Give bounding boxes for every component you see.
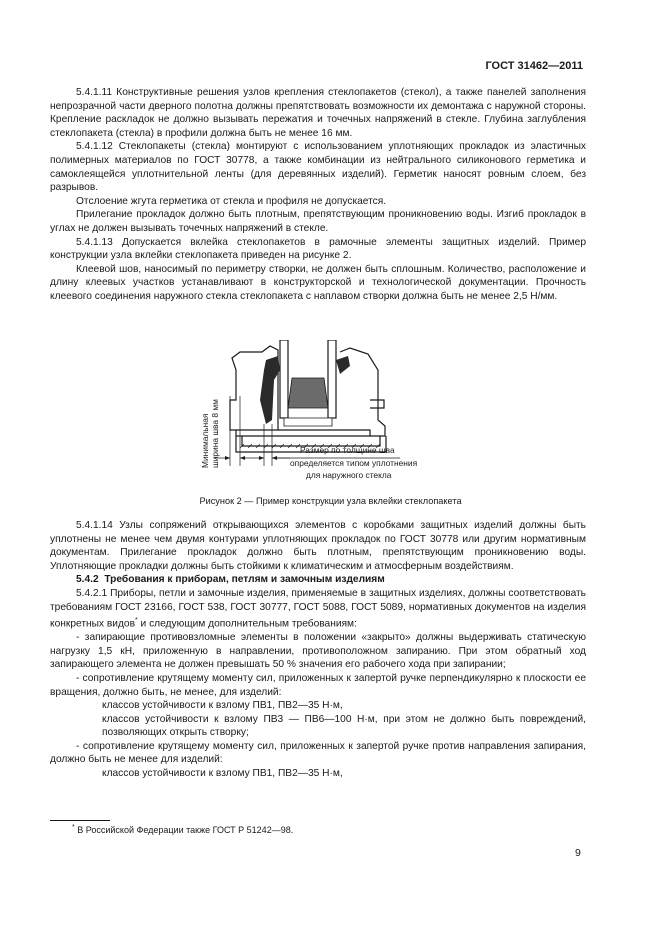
label-seam-size-2: определяется типом уплотнения xyxy=(290,458,418,468)
inner-gasket xyxy=(336,356,350,374)
footnote-mark: * xyxy=(72,824,75,831)
paragraph-5-4-2-1 xyxy=(50,587,586,631)
page-number: 9 xyxy=(575,847,581,859)
text-block-top xyxy=(50,86,586,304)
paragraph-5-4-2-1-text: 5.4.2.1 Приборы, петли и замочные изделия, применяемые в защитных изделиях, должны соответствовать требованиям ГОСТ 23166, ГОСТ 538, ГОСТ 30777, ГОСТ 5088, ГОСТ 5089, нормативных документов на изделия конкретных видов xyxy=(50,587,586,630)
paragraph-5-4-1-12: 5.4.1.12 Стеклопакеты (стекла) монтируют с использованием уплотняющих прокладок из эластичных полимерных материалов по ГОСТ 30778, а также комбинации из нейтрального силиконового герметика и самоклеящейся уплотнительной ленты (для деревянных изделий). Герметик наносят ровным слоем, без разрывов. xyxy=(50,141,586,194)
spacer-frame xyxy=(288,378,328,408)
text-block-bottom xyxy=(50,519,586,781)
paragraph-sealant-peeling: Отслоение жгута герметика от стекла и профиля не допускается. xyxy=(76,195,387,207)
paragraph-5-4-1-13: 5.4.1.13 Допускается вклейка стеклопакетов в рамочные элементы защитных изделий. Пример конструкции узла вклейки стеклопакета приведен на рисунке 2. xyxy=(50,236,586,262)
torque-class-pv1-pv2: классов устойчивости к взлому ПВ1, ПВ2—35 Н·м, xyxy=(102,700,343,712)
bullet-locking-elements: - запирающие противовзломные элементы в положении «закрыто» должны выдерживать статическую нагрузку 1,5 кН, приложенную в направлении, противоположном запиранию. При этом обратный ход запирающего элемента не должен превышать 50 % значения его рабочего хода при запирании; xyxy=(50,632,586,671)
standard-header: ГОСТ 31462—2011 xyxy=(485,60,583,72)
paragraph-5-4-1-14: 5.4.1.14 Узлы сопряжений открывающихся элементов с коробками защитных изделий должны быть уплотнены не менее чем двумя контурами уплотняющих прокладок по ГОСТ 30778 или другим нормативным документам. Прилегание прокладок должно быть плотным, препятствующим проникновению воды. Уплотняющие прокладки должны быть стойкими к климатическим и атмосферным воздействиям. xyxy=(50,520,586,572)
footnote-ref: * xyxy=(134,617,138,625)
bullet-torque-against-locking: - сопротивление крутящему моменту сил, приложенных к запертой ручке против направления запирания, должно быть не менее для изделий: xyxy=(50,740,586,766)
paragraph-5-4-1-11: 5.4.1.11 Конструктивные решения узлов крепления стеклопакетов (стекол), а также панелей заполнения непрозрачной части дверного полотна должны препятствовать возможности их демонтажа с наружной стороны. Крепление раскладок не должно вызывать пережатия и точечных напряжений в стекле. Глубина заглубления стеклопакета (стекла) в профили должна быть не менее 16 мм. xyxy=(50,87,586,139)
label-min-width-2: ширина шва 8 мм xyxy=(210,399,220,468)
bottom-seal xyxy=(284,418,332,426)
adhesive-seam xyxy=(260,356,280,424)
paragraph-5-4-2-1-tail: и следующим дополнительным требованиям: xyxy=(137,618,357,630)
footnote-divider xyxy=(50,820,110,821)
paragraph-adhesive-seam: Клеевой шов, наносимый по периметру створки, не должен быть сплошным. Количество, расположение и длину клеевых участков устанавливают в конструкторской и технологической документации. Прочность клеевого соединения наружного стекла стеклопакета с наплавом створки должна быть не менее 2,5 Н/мм. xyxy=(50,263,586,302)
figure-caption: Рисунок 2 — Пример конструкции узла вклейки стеклопакета xyxy=(199,496,462,506)
torque-class-pv3-pv6: классов устойчивости к взлому ПВ3 — ПВ6—100 Н·м, при этом не должно быть повреждений, позволяющих открыть створку; xyxy=(102,713,586,739)
torque-class-pv1-pv2-second: классов устойчивости к взлому ПВ1, ПВ2—35 Н·м, xyxy=(102,768,343,780)
label-seam-size-1: Размер по толщине шва xyxy=(300,445,395,455)
label-seam-size-3: для наружного стекла xyxy=(306,470,392,480)
footnote-text: В Российской Федерации также ГОСТ Р 51242—98. xyxy=(74,825,294,835)
footnote xyxy=(72,824,293,835)
heading-text: Требования к приборам, петлям и замочным изделиям xyxy=(104,574,385,586)
paragraph-gasket-fit: Прилегание прокладок должно быть плотным, препятствующим проникновению воды. Изгиб прокладок в углах не должен вызывать точечных напряжений в стекле. xyxy=(50,209,586,234)
figure-glazing-unit-bonding xyxy=(200,340,460,490)
section-heading-5-4-2 xyxy=(50,573,586,587)
label-min-width-1: Минимальная xyxy=(200,413,210,468)
bullet-torque-perpendicular: - сопротивление крутящему моменту сил, приложенных к запертой ручке перпендикулярно к плоскости ее вращения, должно быть, не менее, для изделий: xyxy=(50,672,586,698)
heading-number: 5.4.2 xyxy=(76,574,99,586)
